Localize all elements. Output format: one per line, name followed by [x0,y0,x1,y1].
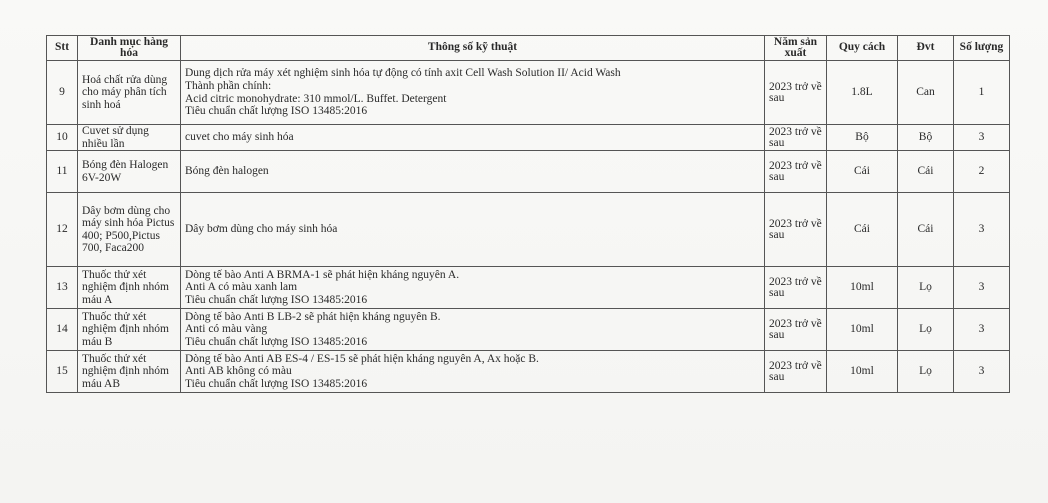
row-year: 2023 trở về sau [765,309,827,351]
row-stt: 15 [47,351,78,393]
row-unit: Cái [898,151,954,193]
row-item-name: Thuốc thử xét nghiệm định nhóm máu B [78,309,181,351]
row-spec [181,125,765,151]
row-stt: 12 [47,193,78,267]
spec-line: Thành phần chính: [185,79,272,92]
table-row [47,193,1010,267]
row-packing: Cái [827,151,898,193]
table-row [47,125,1010,151]
row-packing: 10ml [827,267,898,309]
row-stt: 14 [47,309,78,351]
row-spec [181,267,765,309]
row-packing: 1.8L [827,61,898,125]
header-unit: Đvt [898,36,954,61]
row-item-name: Hoá chất rửa dùng cho máy phân tích sinh hoá [78,61,181,125]
spec-line: Dòng tế bào Anti B LB-2 sẽ phát hiện kháng nguyên B. [185,310,441,323]
spec-line: Anti có màu vàng [185,323,268,336]
row-year: 2023 trở về sau [765,125,827,151]
table-row [47,351,1010,393]
header-qty: Số lượng [954,36,1010,61]
row-quantity: 3 [954,351,1010,393]
spec-line: Anti AB không có màu [185,365,292,378]
spec-line: Bóng đèn halogen [185,165,269,178]
table-row [47,309,1010,351]
specification-table [46,35,1010,393]
row-quantity: 2 [954,151,1010,193]
row-spec [181,61,765,125]
spec-line: Dung dịch rửa máy xét nghiệm sinh hóa tự động có tính axit Cell Wash Solution II/ Acid Wash [185,67,621,80]
row-unit: Lọ [898,309,954,351]
header-spec: Thông số kỹ thuật [181,36,765,61]
row-unit: Lọ [898,267,954,309]
row-year: 2023 trở về sau [765,151,827,193]
header-name: Danh mục hàng hóa [78,36,181,61]
row-spec [181,151,765,193]
row-unit: Can [898,61,954,125]
row-item-name: Bóng đèn Halogen 6V-20W [78,151,181,193]
row-unit: Cái [898,193,954,267]
spec-line: Anti A có màu xanh lam [185,281,298,294]
row-quantity: 3 [954,309,1010,351]
header-pack: Quy cách [827,36,898,61]
row-item-name: Cuvet sử dụng nhiều lần [78,125,181,151]
row-stt: 9 [47,61,78,125]
row-year: 2023 trở về sau [765,61,827,125]
row-packing: 10ml [827,309,898,351]
row-stt: 11 [47,151,78,193]
row-stt: 13 [47,267,78,309]
row-spec [181,351,765,393]
spec-line: Tiêu chuẩn chất lượng ISO 13485:2016 [185,105,368,118]
row-unit: Lọ [898,351,954,393]
row-quantity: 3 [954,267,1010,309]
header-row [47,36,1010,61]
row-packing: Bộ [827,125,898,151]
spec-line: cuvet cho máy sinh hóa [185,131,294,144]
table-row [47,61,1010,125]
row-item-name: Thuốc thử xét nghiệm định nhóm máu A [78,267,181,309]
row-year: 2023 trở về sau [765,351,827,393]
row-year: 2023 trở về sau [765,193,827,267]
table-row [47,151,1010,193]
row-unit: Bộ [898,125,954,151]
header-year: Năm sản xuất [765,36,827,61]
row-quantity: 1 [954,61,1010,125]
row-spec [181,193,765,267]
header-stt: Stt [47,36,78,61]
spec-line: Dây bơm dùng cho máy sinh hóa [185,223,338,236]
row-item-name: Dây bơm dùng cho máy sinh hóa Pictus 400; P500,Pictus 700, Faca200 [78,193,181,267]
row-quantity: 3 [954,193,1010,267]
row-spec [181,309,765,351]
row-packing: 10ml [827,351,898,393]
row-item-name: Thuốc thử xét nghiệm định nhóm máu AB [78,351,181,393]
row-year: 2023 trở về sau [765,267,827,309]
spec-line: Tiêu chuẩn chất lượng ISO 13485:2016 [185,293,368,306]
spec-line: Acid citric monohydrate: 310 mmol/L. Buffet. Detergent [185,92,447,105]
row-packing: Cái [827,193,898,267]
spec-line: Tiêu chuẩn chất lượng ISO 13485:2016 [185,377,368,390]
spec-line: Dòng tế bào Anti A BRMA-1 sẽ phát hiện kháng nguyên A. [185,268,460,281]
spec-line: Tiêu chuẩn chất lượng ISO 13485:2016 [185,335,368,348]
row-stt: 10 [47,125,78,151]
row-quantity: 3 [954,125,1010,151]
spec-line: Dòng tế bào Anti AB ES-4 / ES-15 sẽ phát hiện kháng nguyên A, Ax hoặc B. [185,352,539,365]
table-row [47,267,1010,309]
